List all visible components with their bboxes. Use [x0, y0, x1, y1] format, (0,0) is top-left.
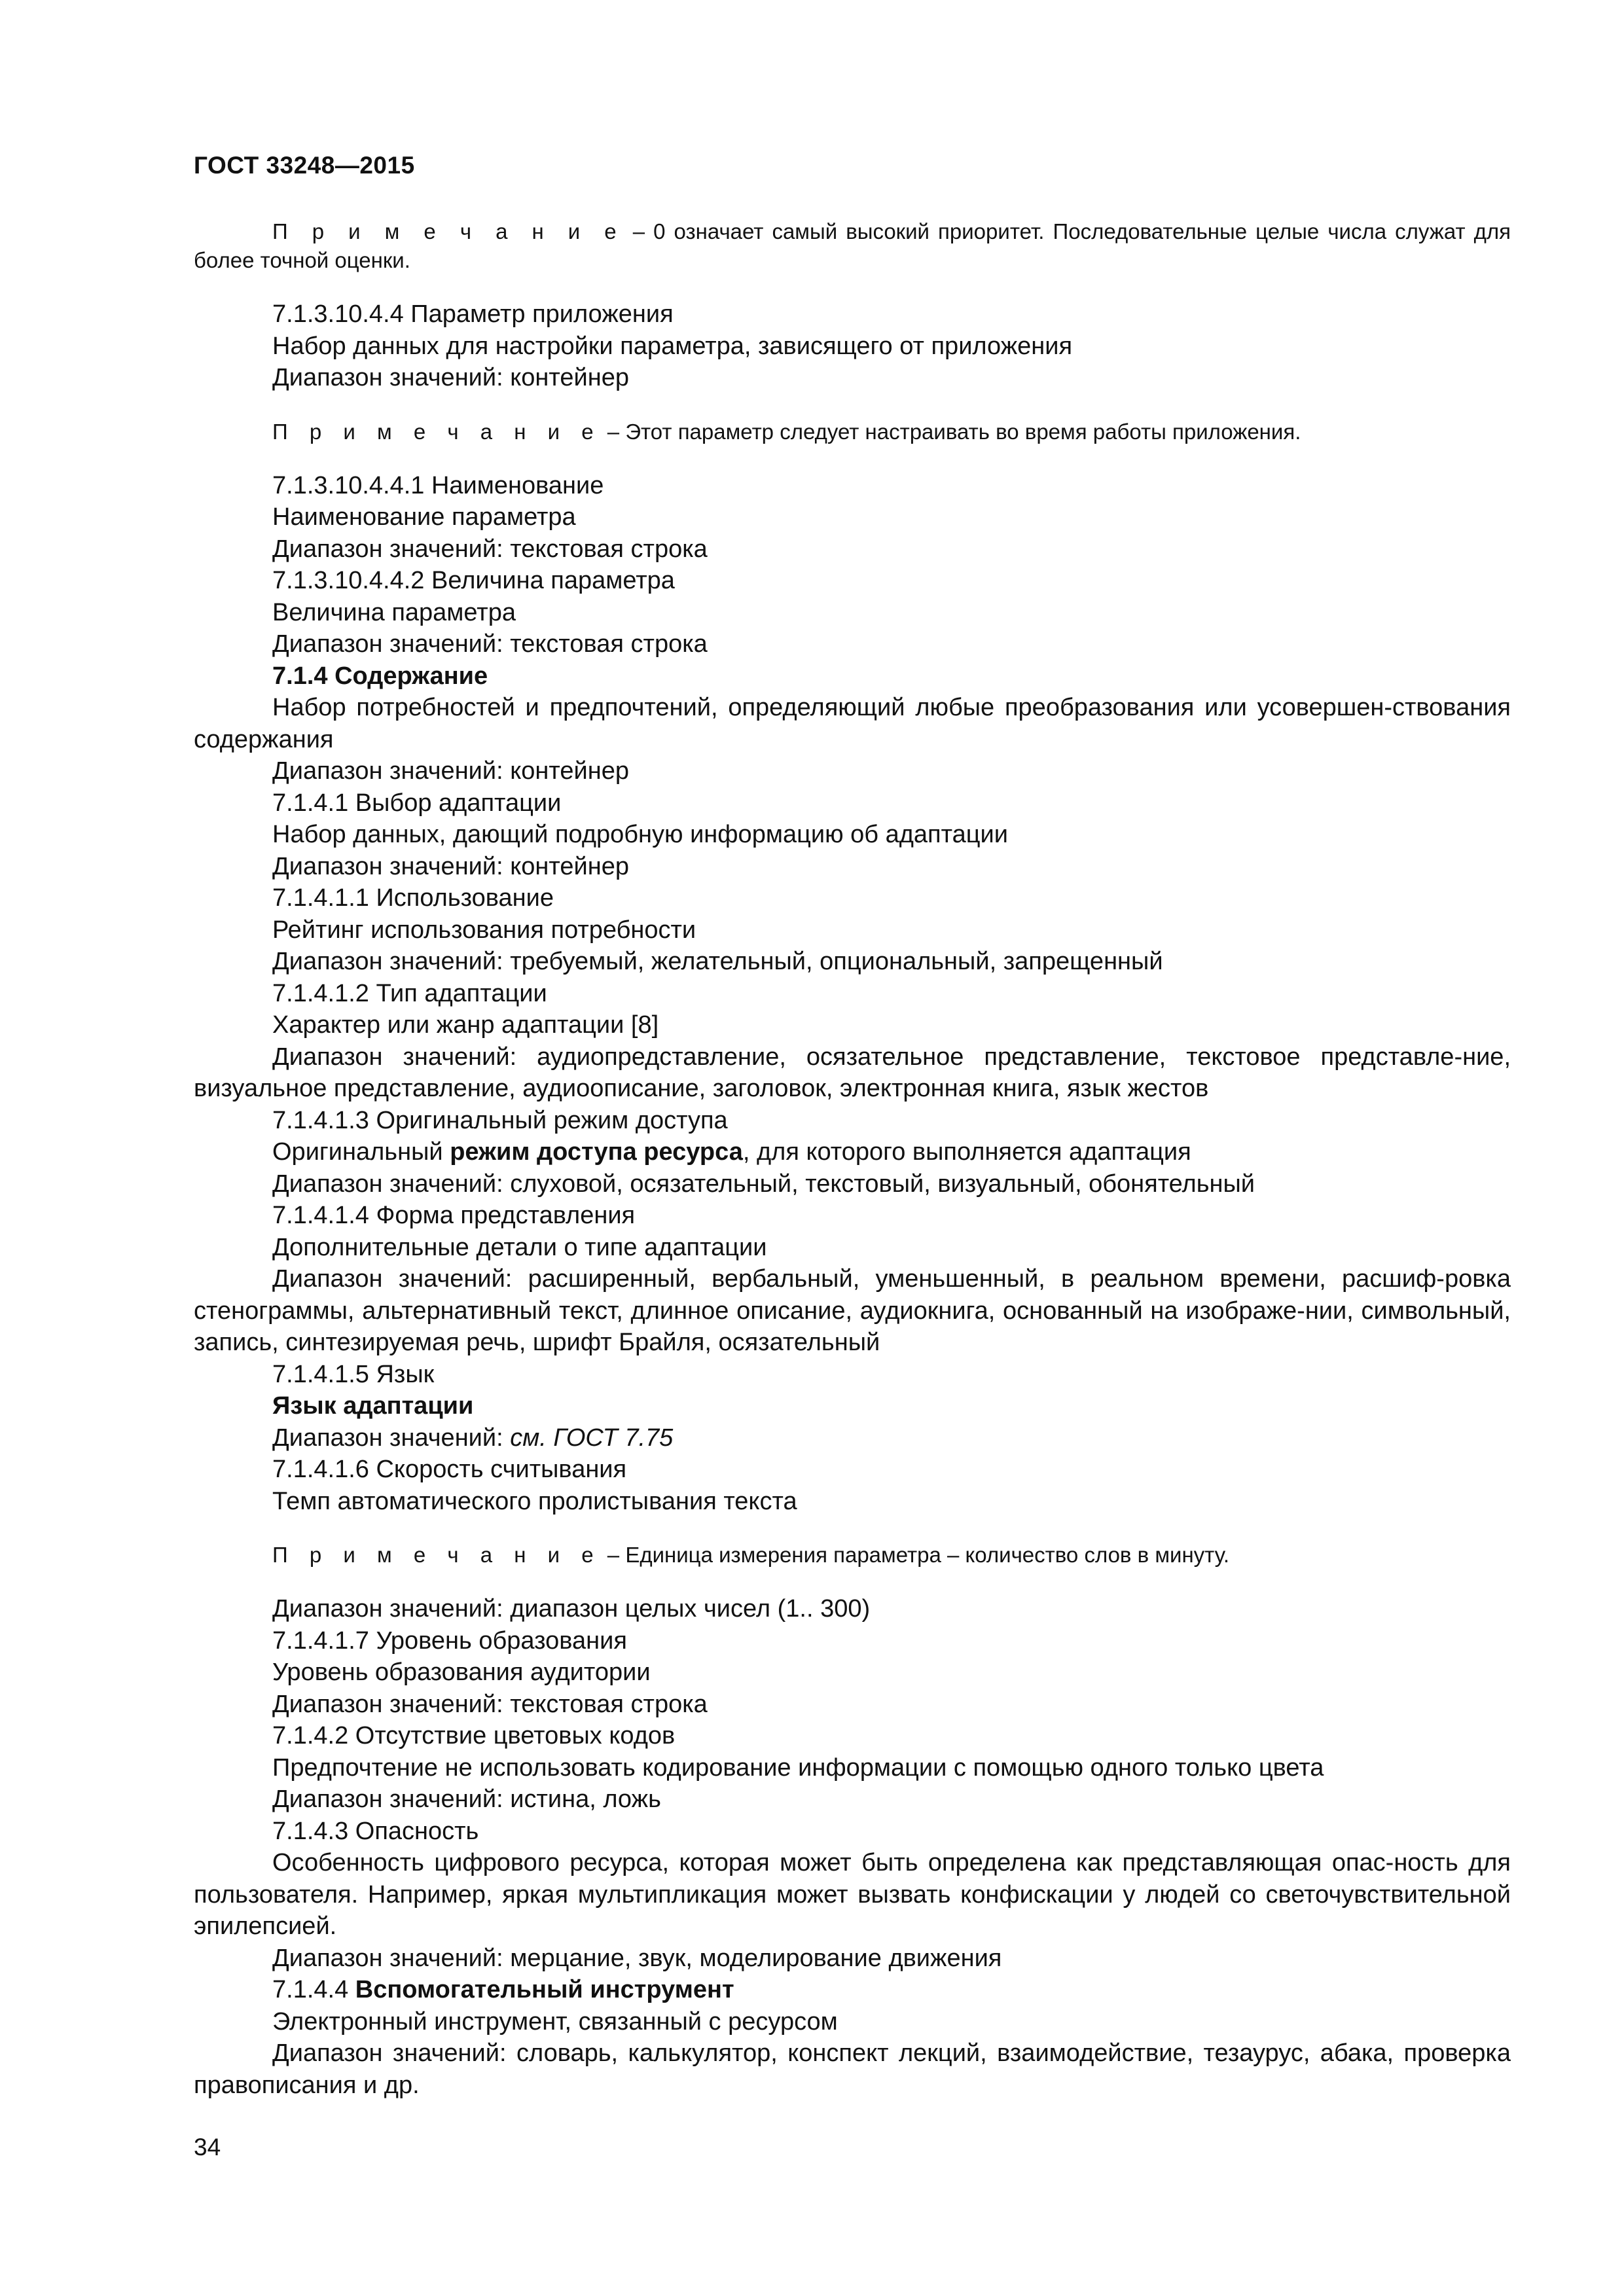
- section-description: Особенность цифрового ресурса, которая может быть определена как представляющая опас-ность для пользователя. Например, яркая мультипликация может вызвать конфискации у людей со светочувствительной эпилепсией.: [194, 1849, 1511, 1940]
- section-heading: 7.1.4.1.4 Форма представления: [272, 1202, 636, 1229]
- note-label: П р и м е ч а н и е: [272, 1543, 602, 1567]
- section-range: Диапазон значений: аудиопредставление, осязательное представление, текстовое представле-ние, визуальное представление, аудиоописание, заголовок, электронная книга, язык жестов: [194, 1043, 1511, 1102]
- note-text: – Единица измерения параметра – количество слов в минуту.: [607, 1543, 1230, 1567]
- section-range: Диапазон значений: расширенный, вербальный, уменьшенный, в реальном времени, расшиф-ровка стенограммы, альтернативный текст, длинное описание, аудиокнига, основанный на изображе-нии, символьный, запись, синтезируемая речь, шрифт Брайля, осязательный: [194, 1265, 1511, 1356]
- section-heading: 7.1.4.1.5 Язык: [272, 1360, 435, 1388]
- section-range: Диапазон значений: диапазон целых чисел (1.. 300): [272, 1595, 871, 1623]
- note-label: П р и м е ч а н и е: [272, 219, 624, 243]
- section-heading: 7.1.4.1.2 Тип адаптации: [272, 979, 547, 1007]
- section-heading: 7.1.4.2 Отсутствие цветовых кодов: [272, 1722, 676, 1749]
- section-range: Диапазон значений: контейнер: [272, 852, 630, 880]
- note-label: П р и м е ч а н и е: [272, 419, 602, 444]
- section-heading: 7.1.4.1.3 Оригинальный режим доступа: [272, 1106, 728, 1134]
- section-description: Наименование параметра: [272, 503, 576, 531]
- section-description: Предпочтение не использовать кодирование информации с помощью одного только цвета: [272, 1753, 1324, 1782]
- section-range: Диапазон значений: текстовая строка: [272, 630, 708, 658]
- section-range: Диапазон значений: текстовая строка: [272, 535, 708, 563]
- note-runtime: [194, 418, 1511, 446]
- section-range: Диапазон значений: требуемый, желательный, опциональный, запрещенный: [272, 948, 1163, 975]
- section-description: Рейтинг использования потребности: [272, 916, 696, 944]
- section-range: Диапазон значений: истина, ложь: [272, 1785, 661, 1813]
- section-description: Набор данных, дающий подробную информацию об адаптации: [272, 821, 1008, 848]
- section-range: Диапазон значений: мерцание, звук, моделирование движения: [272, 1944, 1002, 1972]
- section-description-bold: Язык адаптации: [272, 1392, 474, 1420]
- section-heading: 7.1.4.1.7 Уровень образования: [272, 1626, 627, 1655]
- section-description: Темп автоматического пролистывания текста: [272, 1487, 797, 1515]
- section-heading: 7.1.4.3 Опасность: [272, 1817, 479, 1845]
- standard-reference: см. ГОСТ 7.75: [510, 1424, 674, 1452]
- note-text: – 0 означает самый высокий приоритет. Последовательные целые числа служат для более точной оценки.: [194, 219, 1511, 272]
- section-range: Диапазон значений: словарь, калькулятор, конспект лекций, взаимодействие, тезаурус, абака, проверка правописания и др.: [194, 2039, 1511, 2099]
- section-heading: 7.1.3.10.4.4 Параметр приложения: [272, 300, 674, 328]
- document-body: [194, 216, 1511, 2101]
- section-description: Величина параметра: [272, 598, 516, 626]
- section-description: Набор данных для настройки параметра, зависящего от приложения: [272, 332, 1073, 360]
- section-heading: 7.1.4.4 Вспомогательный инструмент: [272, 1976, 734, 2003]
- section-range: Диапазон значений: см. ГОСТ 7.75: [272, 1424, 674, 1452]
- section-description: Характер или жанр адаптации [8]: [272, 1011, 659, 1039]
- page-number: 34: [194, 2134, 221, 2161]
- section-description: Электронный инструмент, связанный с ресурсом: [272, 2007, 838, 2036]
- section-description: Дополнительные детали о типе адаптации: [272, 1233, 767, 1261]
- document-header: ГОСТ 33248—2015: [194, 152, 415, 179]
- section-range: Диапазон значений: контейнер: [272, 757, 630, 785]
- section-heading: 7.1.4.1.1 Использование: [272, 884, 554, 912]
- section-description: Уровень образования аудитории: [272, 1659, 651, 1686]
- section-heading: 7.1.3.10.4.4.2 Величина параметра: [272, 567, 675, 594]
- section-heading: 7.1.3.10.4.4.1 Наименование: [272, 471, 604, 499]
- section-description: Набор потребностей и предпочтений, определяющий любые преобразования или усовершен-ствования содержания: [194, 694, 1511, 753]
- section-heading-bold: 7.1.4 Содержание: [272, 662, 488, 690]
- section-range: Диапазон значений: слуховой, осязательный, текстовый, визуальный, обонятельный: [272, 1170, 1255, 1198]
- section-range: Диапазон значений: текстовая строка: [272, 1690, 708, 1718]
- section-description: Оригинальный режим доступа ресурса, для которого выполняется адаптация: [272, 1138, 1191, 1166]
- section-heading: 7.1.4.1.6 Скорость считывания: [272, 1456, 627, 1483]
- section-range: Диапазон значений: контейнер: [272, 364, 630, 391]
- note-units: [194, 1541, 1511, 1570]
- section-heading: 7.1.4.1 Выбор адаптации: [272, 789, 562, 817]
- note-text: – Этот параметр следует настраивать во время работы приложения.: [607, 419, 1301, 444]
- note-priority: [194, 217, 1511, 275]
